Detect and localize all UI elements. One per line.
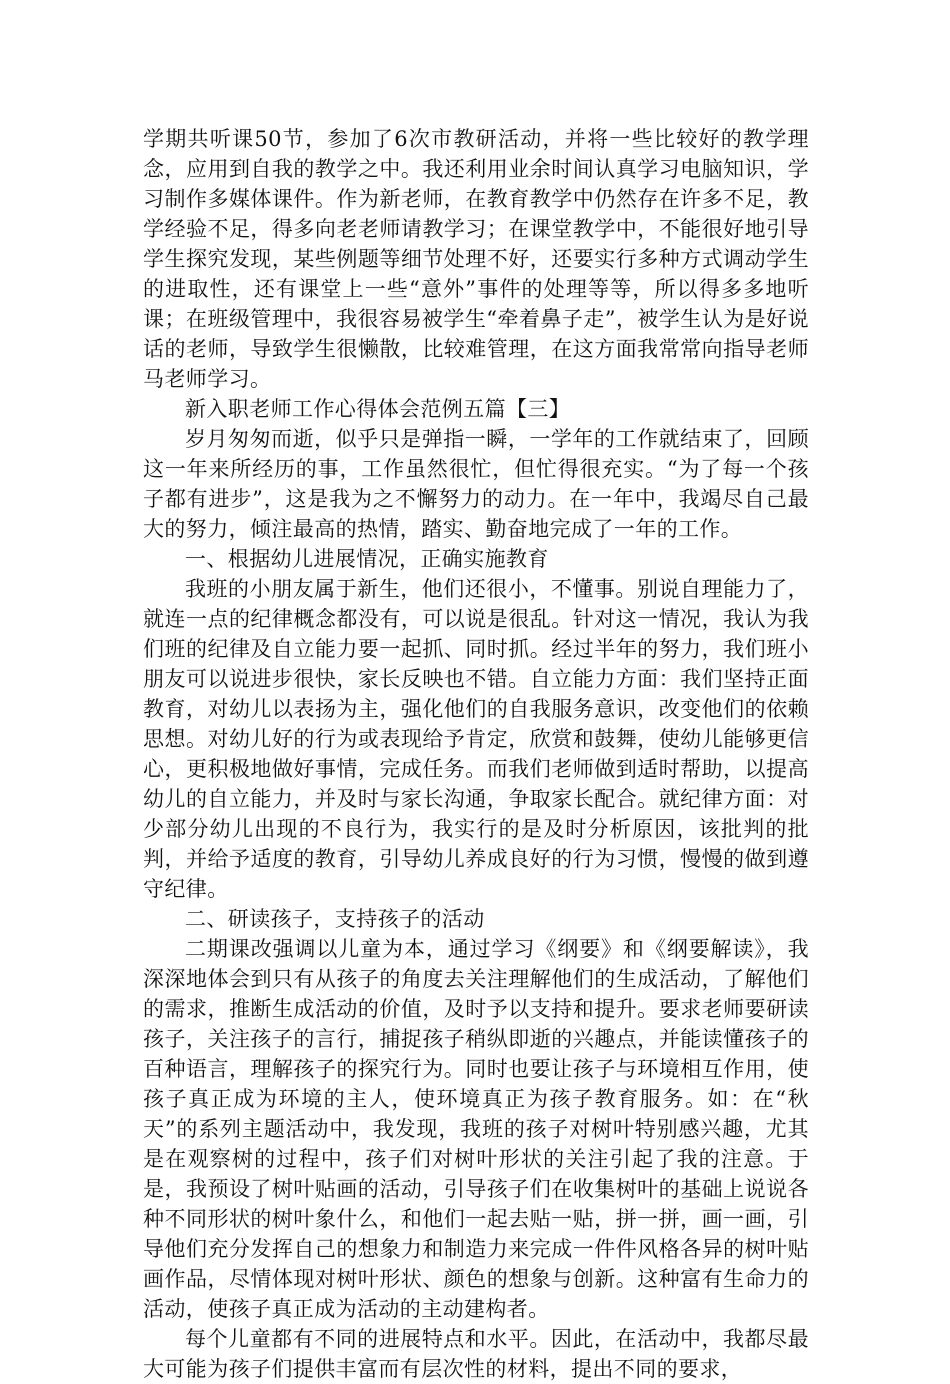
paragraph-section-2: 二期课改强调以儿童为本，通过学习《纲要》和《纲要解读》，我深深地体会到只有从孩子的角度去关注理解他们的生成活动，了解他们的需求，推断生成活动的价值，及时予以支持和提升。要求老师要研读孩子，关注孩子的言行，捕捉孩子稍纵即逝的兴趣点，并能读懂孩子的百种语言，理解孩子的探究行为。同时也要让孩子与环境相互作用，使孩子真正成为环境的主人，使环境真正为孩子教育服务。如：在“秋天”的系列主题活动中，我发现，我班的孩子对树叶特别感兴趣，尤其是在观察树的过程中，孩子们对树叶形状的关注引起了我的注意。于是，我预设了树叶贴画的活动，引导孩子们在收集树叶的基础上说说各种不同形状的树叶象什么，和他们一起去贴一贴，拼一拼，画一画，引导他们充分发挥自己的想象力和制造力来完成一件件风格各异的树叶贴画作品，尽情体现对树叶形状、颜色的想象与创新。这种富有生命力的活动，使孩子真正成为活动的主动建构者。: [143, 937, 809, 1321]
paragraph-intro: 岁月匆匆而逝，似乎只是弹指一瞬，一学年的工作就结束了，回顾这一年来所经历的事，工作虽然很忙，但忙得很充实。“为了每一个孩子都有进步”，这是我为之不懈努力的动力。在一年中，我竭尽自己最大的努力，倾注最高的热情，踏实、勤奋地完成了一年的工作。: [143, 427, 809, 541]
section-heading-2: 二、研读孩子，支持孩子的活动: [185, 907, 485, 931]
article-title: 新入职老师工作心得体会范例五篇【三】: [185, 397, 571, 421]
section-heading-1: 一、根据幼儿进展情况，正确实施教育: [185, 547, 549, 571]
document-body: [143, 124, 809, 1384]
paragraph-section-1: 我班的小朋友属于新生，他们还很小，不懂事。别说自理能力了，就连一点的纪律概念都没有，可以说是很乱。针对这一情况，我认为我们班的纪律及自立能力要一起抓、同时抓。经过半年的努力，我们班小朋友可以说进步很快，家长反映也不错。自立能力方面：我们坚持正面教育，对幼儿以表扬为主，强化他们的自我服务意识，改变他们的依赖思想。对幼儿好的行为或表现给予肯定，欣赏和鼓舞，使幼儿能够更信心，更积极地做好事情，完成任务。而我们老师做到适时帮助，以提高幼儿的自立能力，并及时与家长沟通，争取家长配合。就纪律方面：对少部分幼儿出现的不良行为，我实行的是及时分析原因，该批判的批判，并给予适度的教育，引导幼儿养成良好的行为习惯，慢慢的做到遵守纪律。: [143, 577, 809, 901]
paragraph-section-2-cont: 每个儿童都有不同的进展特点和水平。因此，在活动中，我都尽最大可能为孩子们提供丰富而有层次性的材料，提出不同的要求，: [143, 1327, 809, 1381]
paragraph-continued: 学期共听课50节，参加了6次市教研活动，并将一些比较好的教学理念，应用到自我的教学之中。我还利用业余时间认真学习电脑知识，学习制作多媒体课件。作为新老师，在教育教学中仍然存在许多不足，教学经验不足，得多向老老师请教学习；在课堂教学中，不能很好地引导学生探究发现，某些例题等细节处理不好，还要实行多种方式调动学生的进取性，还有课堂上一些“意外”事件的处理等等，所以得多多地听课；在班级管理中，我很容易被学生“牵着鼻子走”，被学生认为是好说话的老师，导致学生很懒散，比较难管理，在这方面我常常向指导老师马老师学习。: [143, 127, 809, 391]
